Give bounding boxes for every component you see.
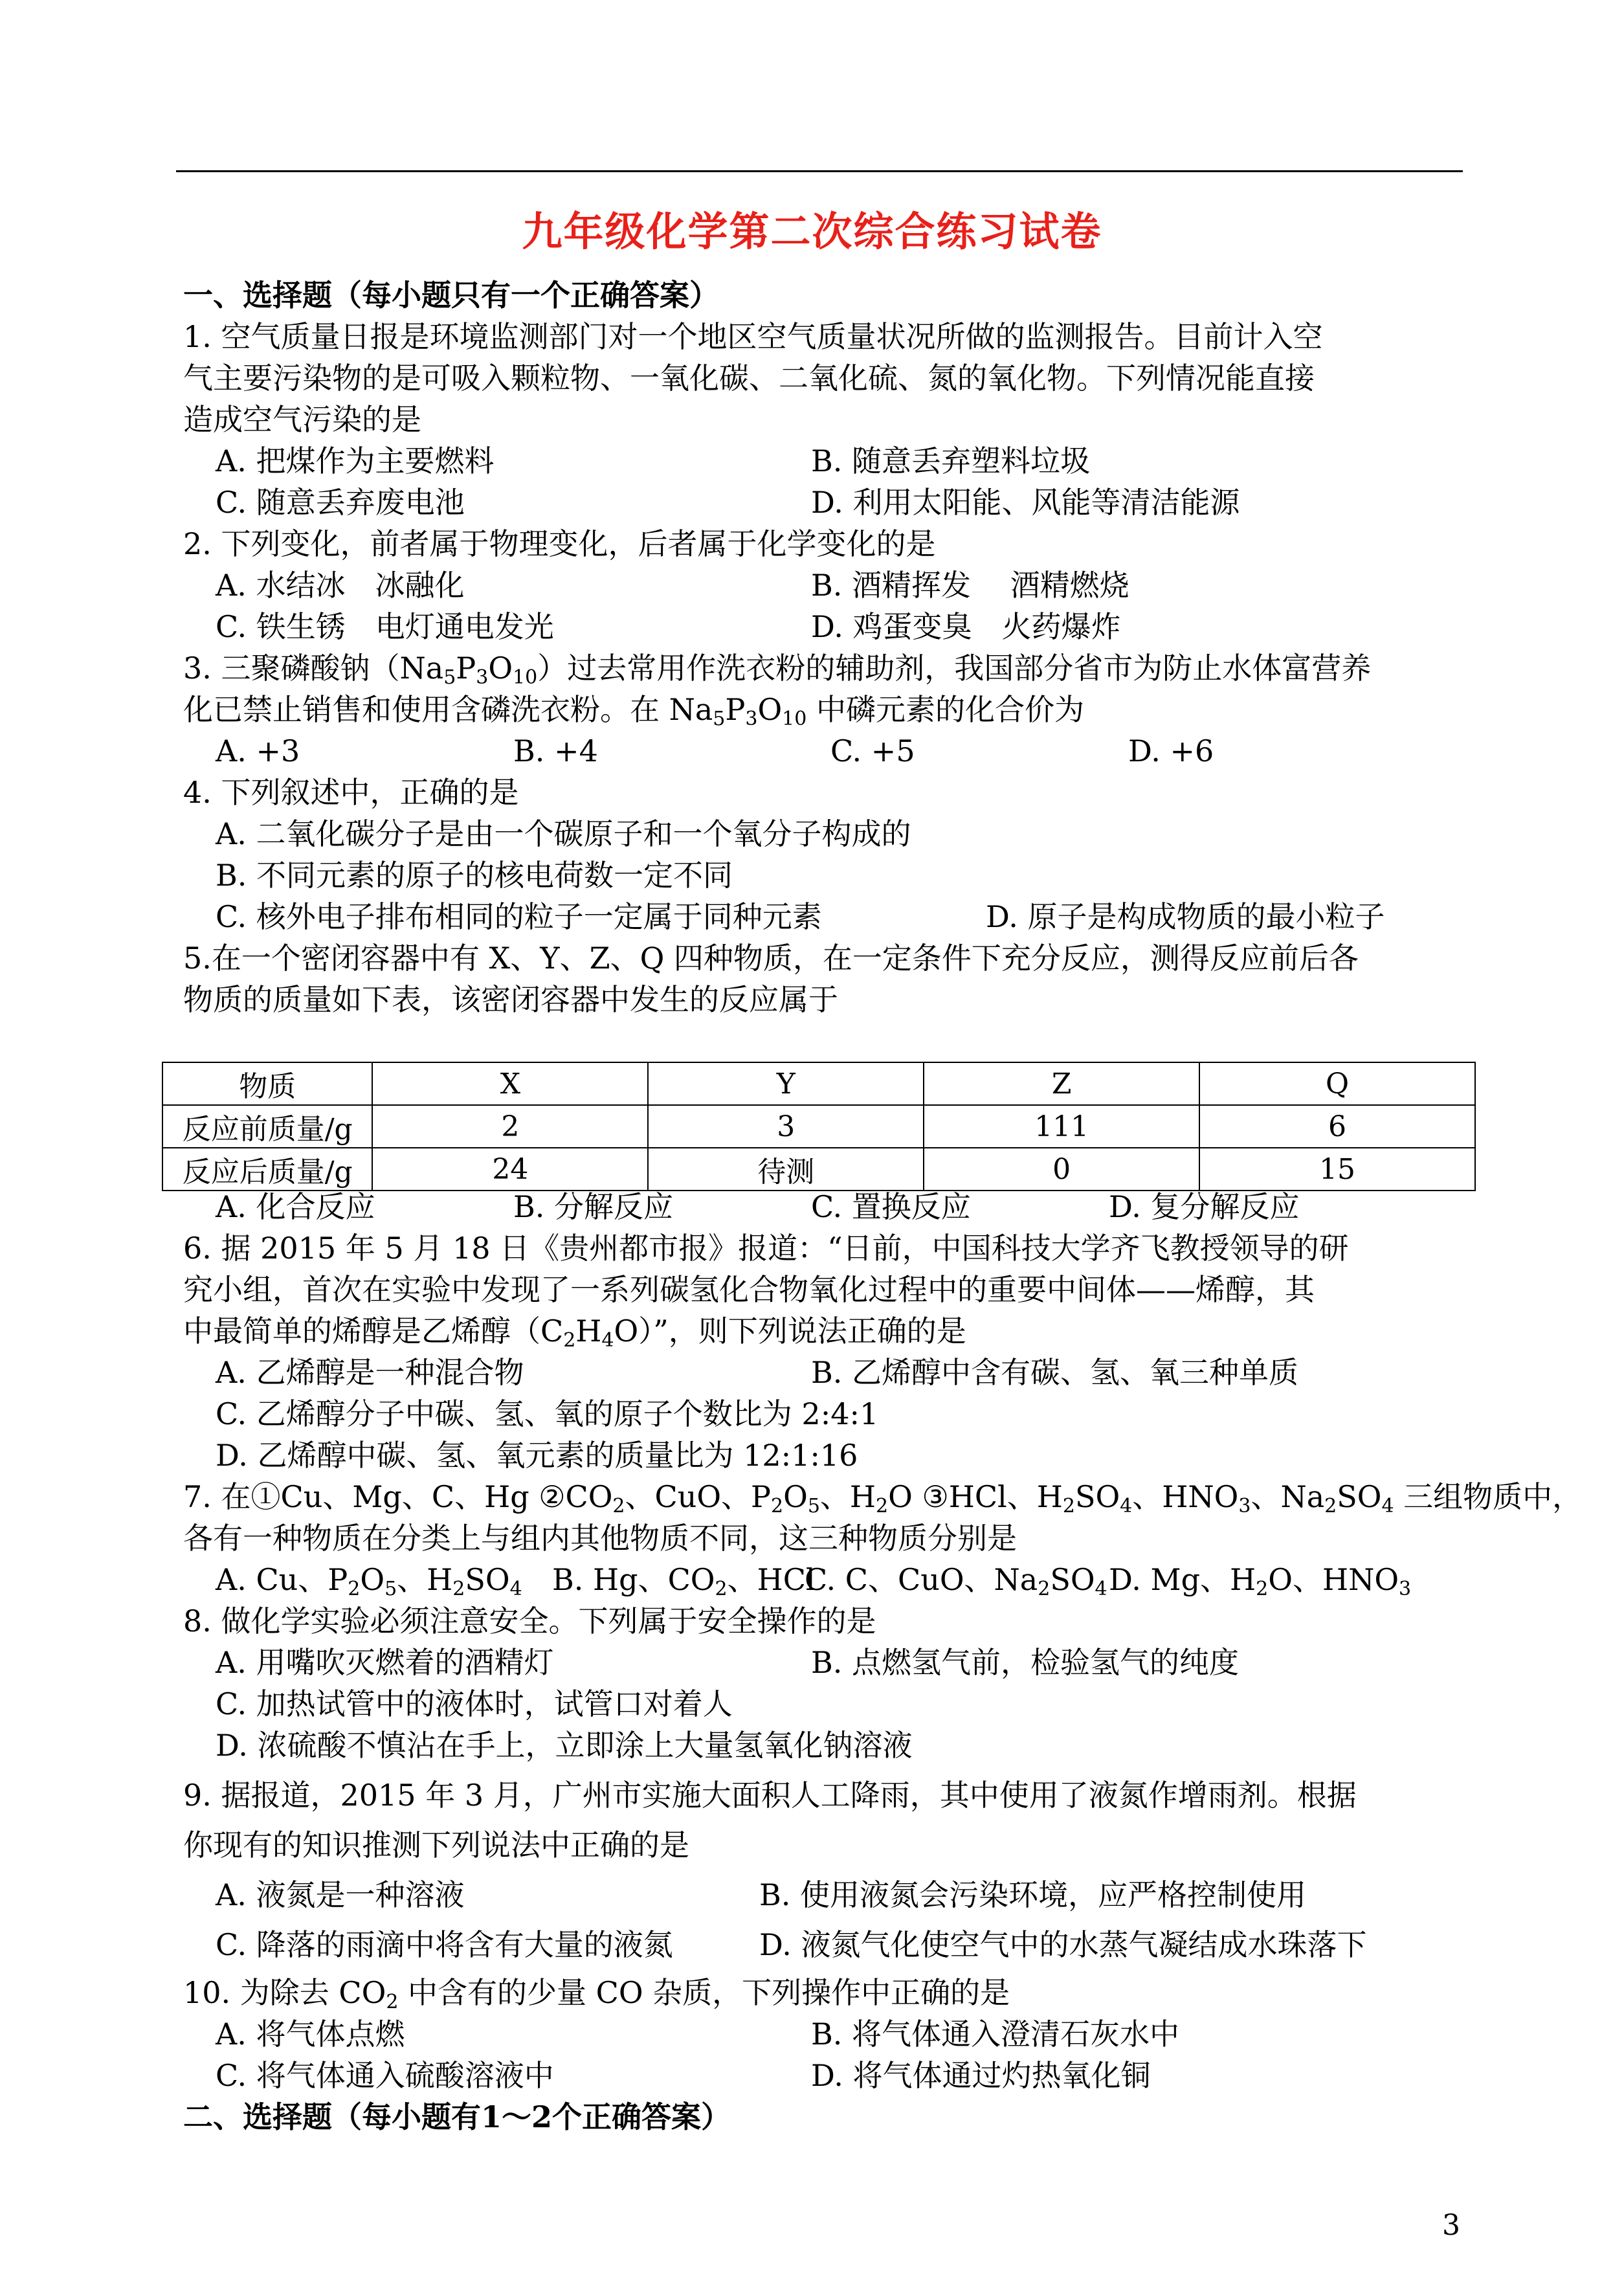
q9-option-d: D. 液氮气化使空气中的水蒸气凝结成水珠落下 xyxy=(759,1927,1367,1962)
q7-option-a: A. Cu、$P_2O_5$、$H_2SO_4$ xyxy=(216,1562,522,1600)
header-rule xyxy=(176,170,1463,172)
q7-option-c: C. C、CuO、$Na_2SO_4$ xyxy=(805,1562,1107,1600)
q8-option-b: B. 点燃氢气前，检验氢气的纯度 xyxy=(811,1645,1240,1680)
q4-option-d: D. 原子是构成物质的最小粒子 xyxy=(986,899,1385,934)
q6-option-d: D. 乙烯醇中碳、氢、氧元素的质量比为 12:1:16 xyxy=(216,1438,858,1473)
q1-option-b: B. 随意丢弃塑料垃圾 xyxy=(811,443,1091,478)
q8-option-a: A. 用嘴吹灭燃着的酒精灯 xyxy=(216,1645,554,1680)
table-cell: 待测 xyxy=(648,1148,924,1191)
q9-option-b: B. 使用液氮会污染环境，应严格控制使用 xyxy=(759,1877,1307,1912)
q2-option-b: B. 酒精挥发 酒精燃烧 xyxy=(811,568,1129,603)
q6-stem-line1: 6. 据 2015 年 5 月 18 日《贵州都市报》报道：“日前，中国科技大学齐飞教授领导的研 xyxy=(183,1231,1349,1266)
q1-option-a: A. 把煤作为主要燃料 xyxy=(216,443,495,478)
q10-stem: 10. 为除去 $CO_2$ 中含有的少量 CO 杂质，下列操作中正确的是 xyxy=(183,1975,1010,2013)
q7-option-d: D. Mg、$H_2O$、$HNO_3$ xyxy=(1109,1562,1412,1600)
q2-stem: 2. 下列变化，前者属于物理变化，后者属于化学变化的是 xyxy=(183,526,936,561)
q1-option-c: C. 随意丢弃废电池 xyxy=(216,485,465,520)
q9-option-c: C. 降落的雨滴中将含有大量的液氮 xyxy=(216,1927,673,1962)
table-cell: 反应后质量/g xyxy=(162,1148,372,1191)
q7-option-b: B. Hg、$CO_2$、HCl xyxy=(552,1562,816,1600)
table-header-cell: X xyxy=(372,1062,648,1105)
q5-option-a: A. 化合反应 xyxy=(216,1189,375,1224)
q2-option-c: C. 铁生锈 电灯通电发光 xyxy=(216,609,554,644)
table-row xyxy=(162,1105,1475,1148)
table-header-cell: Z xyxy=(924,1062,1199,1105)
q7-stem-line1: 7. 在①Cu、Mg、C、Hg $②CO_2$、CuO、$P_2O_5$、$H_2O$ ③HCl、$H_2SO_4$、$HNO_3$、$Na_2SO_4$ 三组物质中， xyxy=(183,1479,1583,1517)
table-header-cell: 物质 xyxy=(162,1062,372,1105)
q10-option-b: B. 将气体通入澄清石灰水中 xyxy=(811,2017,1180,2052)
q1-stem-line3: 造成空气污染的是 xyxy=(183,402,421,437)
q5-option-c: C. 置换反应 xyxy=(811,1189,971,1224)
q8-stem: 8. 做化学实验必须注意安全。下列属于安全操作的是 xyxy=(183,1604,876,1639)
q3-option-c: C. +5 xyxy=(830,733,915,768)
table-cell: 3 xyxy=(648,1105,924,1148)
q5-option-b: B. 分解反应 xyxy=(513,1189,674,1224)
q9-option-a: A. 液氮是一种溶液 xyxy=(216,1877,465,1912)
q1-option-d: D. 利用太阳能、风能等清洁能源 xyxy=(811,485,1240,520)
q3-stem-line1: 3. 三聚磷酸钠$(Na_5P_3O_{10})$过去常用作洗衣粉的辅助剂，我国部分省市为防止水体富营养 xyxy=(183,651,1372,689)
q5-stem-line2: 物质的质量如下表，该密闭容器中发生的反应属于 xyxy=(183,982,838,1017)
q4-option-c: C. 核外电子排布相同的粒子一定属于同种元素 xyxy=(216,899,822,934)
q7-stem-line2: 各有一种物质在分类上与组内其他物质不同，这三种物质分别是 xyxy=(183,1521,1017,1556)
table-cell: 24 xyxy=(372,1148,648,1191)
q9-stem-line2: 你现有的知识推测下列说法中正确的是 xyxy=(183,1828,689,1862)
q6-option-b: B. 乙烯醇中含有碳、氢、氧三种单质 xyxy=(811,1355,1299,1390)
q5-option-d: D. 复分解反应 xyxy=(1109,1189,1300,1224)
q6-stem-line3: 中最简单的烯醇是乙烯醇$(C_2H_4O)$”，则下列说法正确的是 xyxy=(183,1314,966,1352)
table-cell: 6 xyxy=(1199,1105,1475,1148)
q3-stem-line2: 化已禁止销售和使用含磷洗衣粉。在 $Na_5P_3O_{10}$ 中磷元素的化合价为 xyxy=(183,692,1084,730)
q4-stem: 4. 下列叙述中，正确的是 xyxy=(183,775,519,810)
table-header-cell: Y xyxy=(648,1062,924,1105)
table-header-row xyxy=(162,1062,1475,1105)
q10-option-a: A. 将气体点燃 xyxy=(216,2017,405,2052)
q2-option-a: A. 水结冰 冰融化 xyxy=(216,568,465,603)
page-title: 九年级化学第二次综合练习试卷 xyxy=(522,208,1102,255)
q3-option-b: B. +4 xyxy=(513,733,598,768)
q10-option-d: D. 将气体通过灼热氧化铜 xyxy=(811,2058,1151,2093)
q6-option-a: A. 乙烯醇是一种混合物 xyxy=(216,1355,524,1390)
section-heading-1: 一、选择题（每小题只有一个正确答案） xyxy=(183,278,719,313)
table-cell: 反应前质量/g xyxy=(162,1105,372,1148)
q1-stem-line2: 气主要污染物的是可吸入颗粒物、一氧化碳、二氧化硫、氮的氧化物。下列情况能直接 xyxy=(183,361,1315,396)
page-number: 3 xyxy=(1442,2209,1460,2242)
table-cell: 15 xyxy=(1199,1148,1475,1191)
table-cell: 0 xyxy=(924,1148,1199,1191)
q3-option-a: A. +3 xyxy=(216,733,300,768)
q10-option-c: C. 将气体通入硫酸溶液中 xyxy=(216,2058,554,2093)
table-cell: 111 xyxy=(924,1105,1199,1148)
q6-stem-line2: 究小组，首次在实验中发现了一系列碳氢化合物氧化过程中的重要中间体——烯醇，其 xyxy=(183,1272,1315,1307)
q9-stem-line1: 9. 据报道，2015 年 3 月，广州市实施大面积人工降雨，其中使用了液氮作增雨剂。根据 xyxy=(183,1778,1357,1813)
section-heading-2: 二、选择题（每小题有1～2个正确答案） xyxy=(183,2099,731,2134)
q4-option-a: A. 二氧化碳分子是由一个碳原子和一个氧分子构成的 xyxy=(216,816,911,851)
q6-option-c: C. 乙烯醇分子中碳、氢、氧的原子个数比为 2:4:1 xyxy=(216,1396,879,1431)
table-cell: 2 xyxy=(372,1105,648,1148)
q5-stem-line1: 5.在一个密闭容器中有 X、Y、Z、Q 四种物质，在一定条件下充分反应，测得反应前后各 xyxy=(183,941,1359,976)
table-header-cell: Q xyxy=(1199,1062,1475,1105)
q8-option-d: D. 浓硫酸不慎沾在手上，立即涂上大量氢氧化钠溶液 xyxy=(216,1728,913,1763)
q4-option-b: B. 不同元素的原子的核电荷数一定不同 xyxy=(216,858,733,893)
q1-stem-line1: 1. 空气质量日报是环境监测部门对一个地区空气质量状况所做的监测报告。目前计入空 xyxy=(183,319,1323,354)
q8-option-c: C. 加热试管中的液体时，试管口对着人 xyxy=(216,1686,733,1721)
q5-data-table xyxy=(162,1062,1476,1191)
q2-option-d: D. 鸡蛋变臭 火药爆炸 xyxy=(811,609,1121,644)
q3-option-d: D. +6 xyxy=(1128,733,1214,768)
table-row xyxy=(162,1148,1475,1191)
